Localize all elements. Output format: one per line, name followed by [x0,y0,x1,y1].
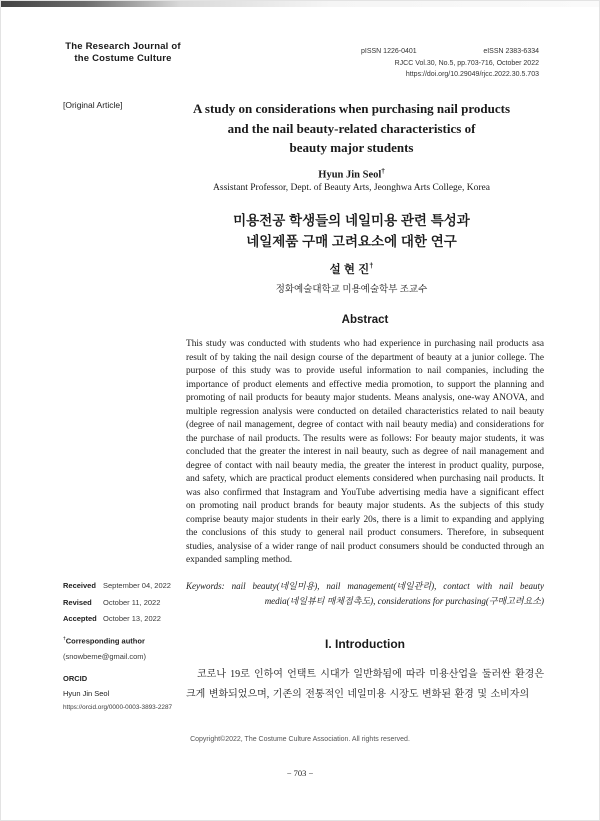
journal-name-line1: The Research Journal of [65,41,181,52]
received-row [63,578,183,595]
orcid-label: ORCID [63,674,88,683]
pissn-text: pISSN 1226-0401 [361,48,417,55]
doi-link[interactable]: https://doi.org/10.29049/rjcc.2022.30.5.703 [405,71,539,78]
corresponding-author-block [63,632,183,664]
issn-line [361,46,539,58]
title-en-line3: beauty major students [289,140,414,155]
main-column [186,314,544,706]
author-dagger: † [381,167,385,175]
article-title-en [159,99,544,158]
author-name-en: Hyun Jin Seol† [318,167,385,180]
copyright-text: Copyright©2022, The Costume Culture Association. All rights reserved. [190,736,410,743]
accepted-label: Accepted [63,614,97,623]
author-name-ko: 설 현 진† [329,261,374,276]
keywords-line2: media(네일뷰티 매체접촉도), considerations for purchasing(구매고려요소) [264,596,544,606]
corresponding-author-label: †Corresponding author [63,636,145,646]
received-label: Received [63,581,96,590]
title-ko-line2: 네일제품 구매 고려요소에 대한 연구 [246,234,457,249]
orcid-link[interactable]: https://orcid.org/0000-0003-3893-2287 [63,704,173,711]
keywords-block [186,579,544,610]
volume-line: RJCC Vol.30, No.5, pp.703-716, October 2022 [394,59,539,67]
affiliation-en: Assistant Professor, Dept. of Beauty Arts, Jeonghwa Arts College, Korea [213,183,490,193]
author-ko-dagger: † [369,261,374,271]
title-ko-line1: 미용전공 학생들의 네일미용 관련 특성과 [233,213,470,228]
revised-row [63,595,183,612]
corresponding-author-email[interactable]: (snowbeme@gmail.com) [63,651,147,661]
orcid-block [63,672,183,716]
journal-issue-info [361,46,539,81]
accepted-date: October 13, 2022 [103,614,161,623]
title-en-line1: A study on considerations when purchasing nail products [192,101,511,116]
article-title-ko [159,210,544,252]
received-date: September 04, 2022 [103,581,171,590]
abstract-body: This study was conducted with students who had experience in purchasing nail products asa result of by taking the nail design course of the department of beauty at a junior college. The purpose of this study was to provide useful information to nail companies, including the importance of product elements and effective media promotion, to support the planning and promoting of nail products for beauty major students. Means analysis, one-way ANOVA, and multiple regression analysis were conducted on detailed characteristics related to nail beauty (degree of nail management, degree of contact with nail beauty media) and considerations for the purchase of nail products. The results were as follows: For beauty major students, it was concluded that the greater the interest in nail beauty, such as degree of nail management and degree of contact with nail beauty media, the greater the interest in product quality, purpose, and safety, which are practical product elements considered when purchasing nail products. It was also confirmed that Instagram and YouTube advertising media have a significant effect on promoting nail product brands for beauty major students. As the subjects of this study comprise beauty major students in their early 20s, there is a limit to expanding and applying the conclusions of this study to general nail product consumers. Therefore, in subsequent studies, analysise of a wider range of nail product consumers should be conducted through an expanded sampling method. [186,339,544,565]
journal-name [61,41,185,65]
title-block [159,99,544,295]
introduction-heading: I. Introduction [325,636,405,651]
introduction-paragraph: 코로나 19로 인하여 언택트 시대가 일반화됨에 따라 미용산업을 둘러싼 환경은 크게 변화되었으며, 기존의 전통적인 네일미용 시장도 변화된 환경 및 소비자의 [186,668,544,700]
journal-name-line2: the Costume Culture [74,53,172,64]
article-type-label: [Original Article] [63,100,123,110]
article-history [63,578,183,628]
revised-label: Revised [63,597,92,607]
corresponding-dagger: † [63,637,66,642]
revised-date: October 11, 2022 [103,597,161,607]
abstract-heading: Abstract [341,314,389,326]
title-en-line2: and the nail beauty-related characteristics of [227,120,476,136]
eissn-text: eISSN 2383-6334 [483,48,539,55]
accepted-row [63,611,183,628]
keywords-line1: Keywords: nail beauty(네일미용), nail management(네일관리), contact with nail beauty [186,580,544,591]
orcid-name: Hyun Jin Seol [63,688,110,698]
affiliation-ko: 정화예술대학교 미용예술학부 조교수 [275,285,428,295]
page-number: − 703 − [286,768,314,778]
